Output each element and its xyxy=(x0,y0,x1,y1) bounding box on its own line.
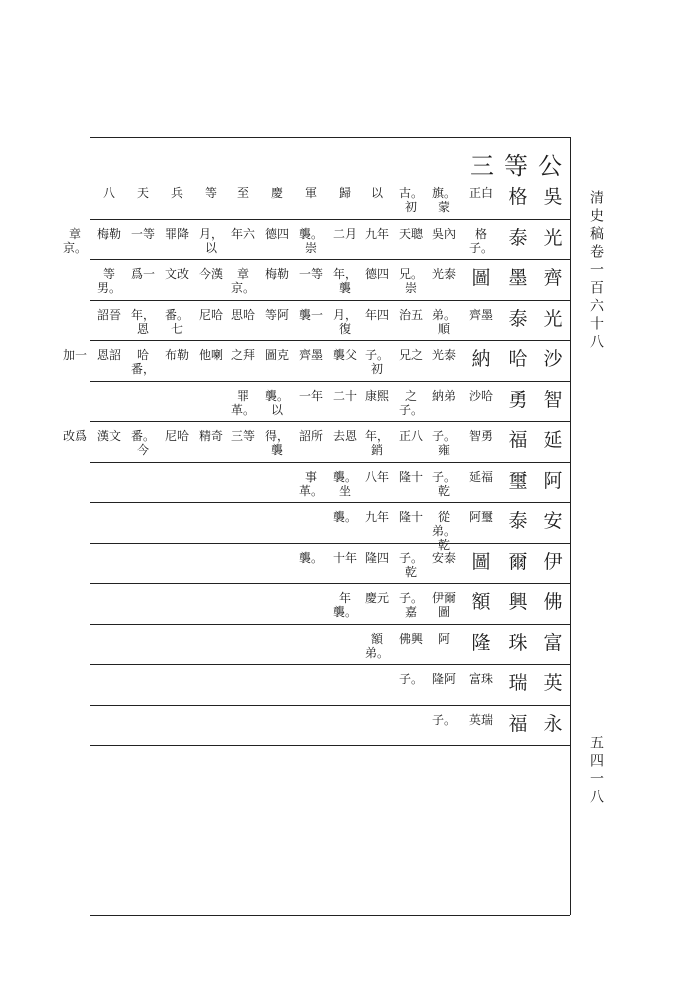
table-cell: 章京。 xyxy=(230,267,255,295)
table-cell: 番。今 xyxy=(130,429,155,457)
table-cell: 齊墨 xyxy=(468,307,493,322)
table-title: 三等公 xyxy=(470,152,572,180)
table-cell: 精奇 xyxy=(198,429,223,443)
table-cell: 古。初 xyxy=(398,186,423,214)
table-cell: 以 xyxy=(370,186,383,200)
table-cell: 沙 xyxy=(543,348,563,370)
table-cell: 年六 xyxy=(230,226,255,241)
table-cell: 二十 xyxy=(332,388,357,403)
table-cell: 年襲。 xyxy=(332,591,357,619)
table-cell: 額 xyxy=(471,591,491,613)
table-cell: 吳內 xyxy=(431,226,456,241)
table-cell: 一等 xyxy=(130,226,155,241)
table-cell: 子。 xyxy=(431,712,456,727)
table-cell: 吳 xyxy=(543,186,563,208)
table-cell: 福 xyxy=(508,429,528,451)
table-cell: 墨 xyxy=(508,267,528,289)
table-cell: 子。乾 xyxy=(431,469,456,498)
table-cell: 隆十 xyxy=(398,469,423,484)
table-cell: 弟。順 xyxy=(431,307,456,336)
table-cell: 哈 xyxy=(508,348,528,370)
table-cell: 他喇 xyxy=(198,348,223,362)
table-cell: 佛興 xyxy=(398,631,423,646)
table-cell: 興 xyxy=(508,591,528,613)
table-cell: 阿 xyxy=(543,469,563,492)
running-title: 清史稿卷一百六十八 xyxy=(588,190,604,352)
table-cell: 八 xyxy=(102,186,115,200)
table-cell: 圖 xyxy=(471,550,491,573)
table-cell: 延福 xyxy=(468,469,493,484)
table-cell: 格子。 xyxy=(468,226,493,255)
page-number: 五四一八 xyxy=(588,735,604,807)
table-cell: 月，復 xyxy=(332,307,357,336)
table-cell: 至 xyxy=(236,186,249,200)
table-cell: 事革。 xyxy=(298,469,323,498)
table-cell: 哈番， xyxy=(130,348,155,376)
table-cell: 瑞 xyxy=(508,672,528,694)
table-cell: 泰 xyxy=(508,226,528,249)
table-cell: 梅勒 xyxy=(264,267,289,281)
row-divider xyxy=(90,462,570,463)
table-cell: 加一 xyxy=(62,348,87,362)
table-cell: 十年 xyxy=(332,550,357,565)
table-cell: 正八 xyxy=(398,429,423,443)
table-cell: 德四 xyxy=(364,267,389,281)
table-cell: 梅勒 xyxy=(96,226,121,241)
table-cell: 襲。 xyxy=(298,550,323,565)
row-divider xyxy=(90,705,570,706)
table-cell: 隆 xyxy=(471,631,491,654)
table-cell: 文改 xyxy=(164,267,189,281)
table-cell: 慶 xyxy=(270,186,283,200)
table-cell: 治五 xyxy=(398,307,423,322)
table-cell: 年，銷 xyxy=(364,429,389,457)
table-cell: 九年 xyxy=(364,510,389,524)
table-cell: 尼哈 xyxy=(198,307,223,322)
table-cell: 年，恩 xyxy=(130,307,155,336)
table-cell: 伊爾圖 xyxy=(431,591,456,619)
table-cell: 福 xyxy=(508,712,528,735)
row-divider xyxy=(90,381,570,382)
table-cell: 一等 xyxy=(298,267,323,281)
table-cell: 得，襲 xyxy=(264,429,289,457)
table-cell: 詔晉 xyxy=(96,307,121,322)
table-cell: 安 xyxy=(543,510,563,532)
table-cell: 之子。 xyxy=(398,388,423,417)
top-border xyxy=(90,137,570,138)
table-cell: 襲父 xyxy=(332,348,357,362)
table-cell: 子。嘉 xyxy=(398,591,423,619)
table-cell: 阿 xyxy=(437,631,450,646)
table-cell: 隆十 xyxy=(398,510,423,524)
table-cell: 番。七 xyxy=(164,307,189,336)
bottom-border xyxy=(90,915,570,916)
table-cell: 子。初 xyxy=(364,348,389,376)
table-cell: 沙哈 xyxy=(468,388,493,403)
table-cell: 珠 xyxy=(508,631,528,654)
table-cell: 延 xyxy=(543,429,563,451)
table-cell: 襲。坐 xyxy=(332,469,357,498)
table-cell: 智勇 xyxy=(468,429,493,443)
table-cell: 罪降 xyxy=(164,226,189,241)
row-divider xyxy=(90,664,570,665)
table-cell: 齊 xyxy=(543,267,563,289)
table-cell: 英 xyxy=(543,672,563,694)
table-cell: 安泰 xyxy=(431,550,456,565)
table-cell: 去恩 xyxy=(332,429,357,443)
table-cell: 光泰 xyxy=(431,267,456,281)
table-cell: 子。乾 xyxy=(398,550,423,579)
row-divider xyxy=(90,259,570,260)
table-cell: 天 xyxy=(136,186,149,200)
table-cell: 伊 xyxy=(543,550,563,573)
row-divider xyxy=(90,583,570,584)
table-cell: 隆阿 xyxy=(431,672,456,686)
table-cell: 恩詔 xyxy=(96,348,121,362)
table-cell: 旗。蒙 xyxy=(431,186,456,214)
table-cell: 璽 xyxy=(508,469,528,492)
table-cell: 富珠 xyxy=(468,672,493,686)
table-cell: 康熙 xyxy=(364,388,389,403)
table-cell: 軍 xyxy=(304,186,317,200)
table-cell: 布勒 xyxy=(164,348,189,362)
table-cell: 年四 xyxy=(364,307,389,322)
table-cell: 德四 xyxy=(264,226,289,241)
table-cell: 圖克 xyxy=(264,348,289,362)
row-divider xyxy=(90,543,570,544)
row-divider xyxy=(90,745,570,746)
table-cell: 光 xyxy=(543,307,563,330)
table-cell: 齊墨 xyxy=(298,348,323,362)
table-cell: 章京。 xyxy=(62,226,87,255)
table-cell: 罪革。 xyxy=(230,388,255,417)
row-divider xyxy=(90,502,570,503)
table-cell: 光泰 xyxy=(431,348,456,362)
table-cell: 爲一 xyxy=(130,267,155,281)
table-cell: 襲。以 xyxy=(264,388,289,417)
table-cell: 阿璽 xyxy=(468,510,493,524)
right-border xyxy=(570,137,571,915)
table-cell: 富 xyxy=(543,631,563,654)
table-cell: 今漢 xyxy=(198,267,223,281)
table-cell: 九年 xyxy=(364,226,389,241)
table-cell: 隆四 xyxy=(364,550,389,565)
table-cell: 一年 xyxy=(298,388,323,403)
table-cell: 天聰 xyxy=(398,226,423,241)
table-cell: 月，以 xyxy=(198,226,223,255)
table-cell: 兄之 xyxy=(398,348,423,362)
table-cell: 襲一 xyxy=(298,307,323,322)
table-cell: 八年 xyxy=(364,469,389,484)
table-cell: 智 xyxy=(543,388,563,411)
table-cell: 額弟。 xyxy=(364,631,389,660)
row-divider xyxy=(90,300,570,301)
table-cell: 慶元 xyxy=(364,591,389,605)
row-divider xyxy=(90,340,570,341)
table-cell: 之拜 xyxy=(230,348,255,362)
table-cell: 子。 xyxy=(398,672,423,686)
table-cell: 佛 xyxy=(543,591,563,613)
row-divider xyxy=(90,219,570,220)
table-cell: 改爲 xyxy=(62,429,87,443)
table-cell: 襲。崇 xyxy=(298,226,323,255)
row-divider xyxy=(90,421,570,422)
table-cell: 尼哈 xyxy=(164,429,189,443)
table-cell: 圖 xyxy=(471,267,491,289)
table-cell: 詔所 xyxy=(298,429,323,443)
table-cell: 納弟 xyxy=(431,388,456,403)
table-cell: 格 xyxy=(508,186,528,208)
table-cell: 從弟。乾 xyxy=(431,510,456,552)
table-cell: 爾 xyxy=(508,550,528,573)
table-cell: 納 xyxy=(471,348,491,370)
table-cell: 泰 xyxy=(508,510,528,532)
table-cell: 正白 xyxy=(468,186,493,200)
table-cell: 永 xyxy=(543,712,563,735)
table-cell: 年，襲 xyxy=(332,267,357,295)
table-cell: 兄。崇 xyxy=(398,267,423,295)
table-cell: 光 xyxy=(543,226,563,249)
row-divider xyxy=(90,624,570,625)
table-cell: 英瑞 xyxy=(468,712,493,727)
table-cell: 等 xyxy=(204,186,217,200)
table-cell: 襲。 xyxy=(332,510,357,524)
table-cell: 漢文 xyxy=(96,429,121,443)
table-cell: 歸 xyxy=(338,186,351,200)
table-cell: 兵 xyxy=(170,186,183,200)
table-cell: 勇 xyxy=(508,388,528,411)
table-cell: 思哈 xyxy=(230,307,255,322)
table-cell: 等阿 xyxy=(264,307,289,322)
table-cell: 泰 xyxy=(508,307,528,330)
table-cell: 子。雍 xyxy=(431,429,456,457)
table-cell: 等男。 xyxy=(96,267,121,295)
table-cell: 三等 xyxy=(230,429,255,443)
table-cell: 二月 xyxy=(332,226,357,241)
